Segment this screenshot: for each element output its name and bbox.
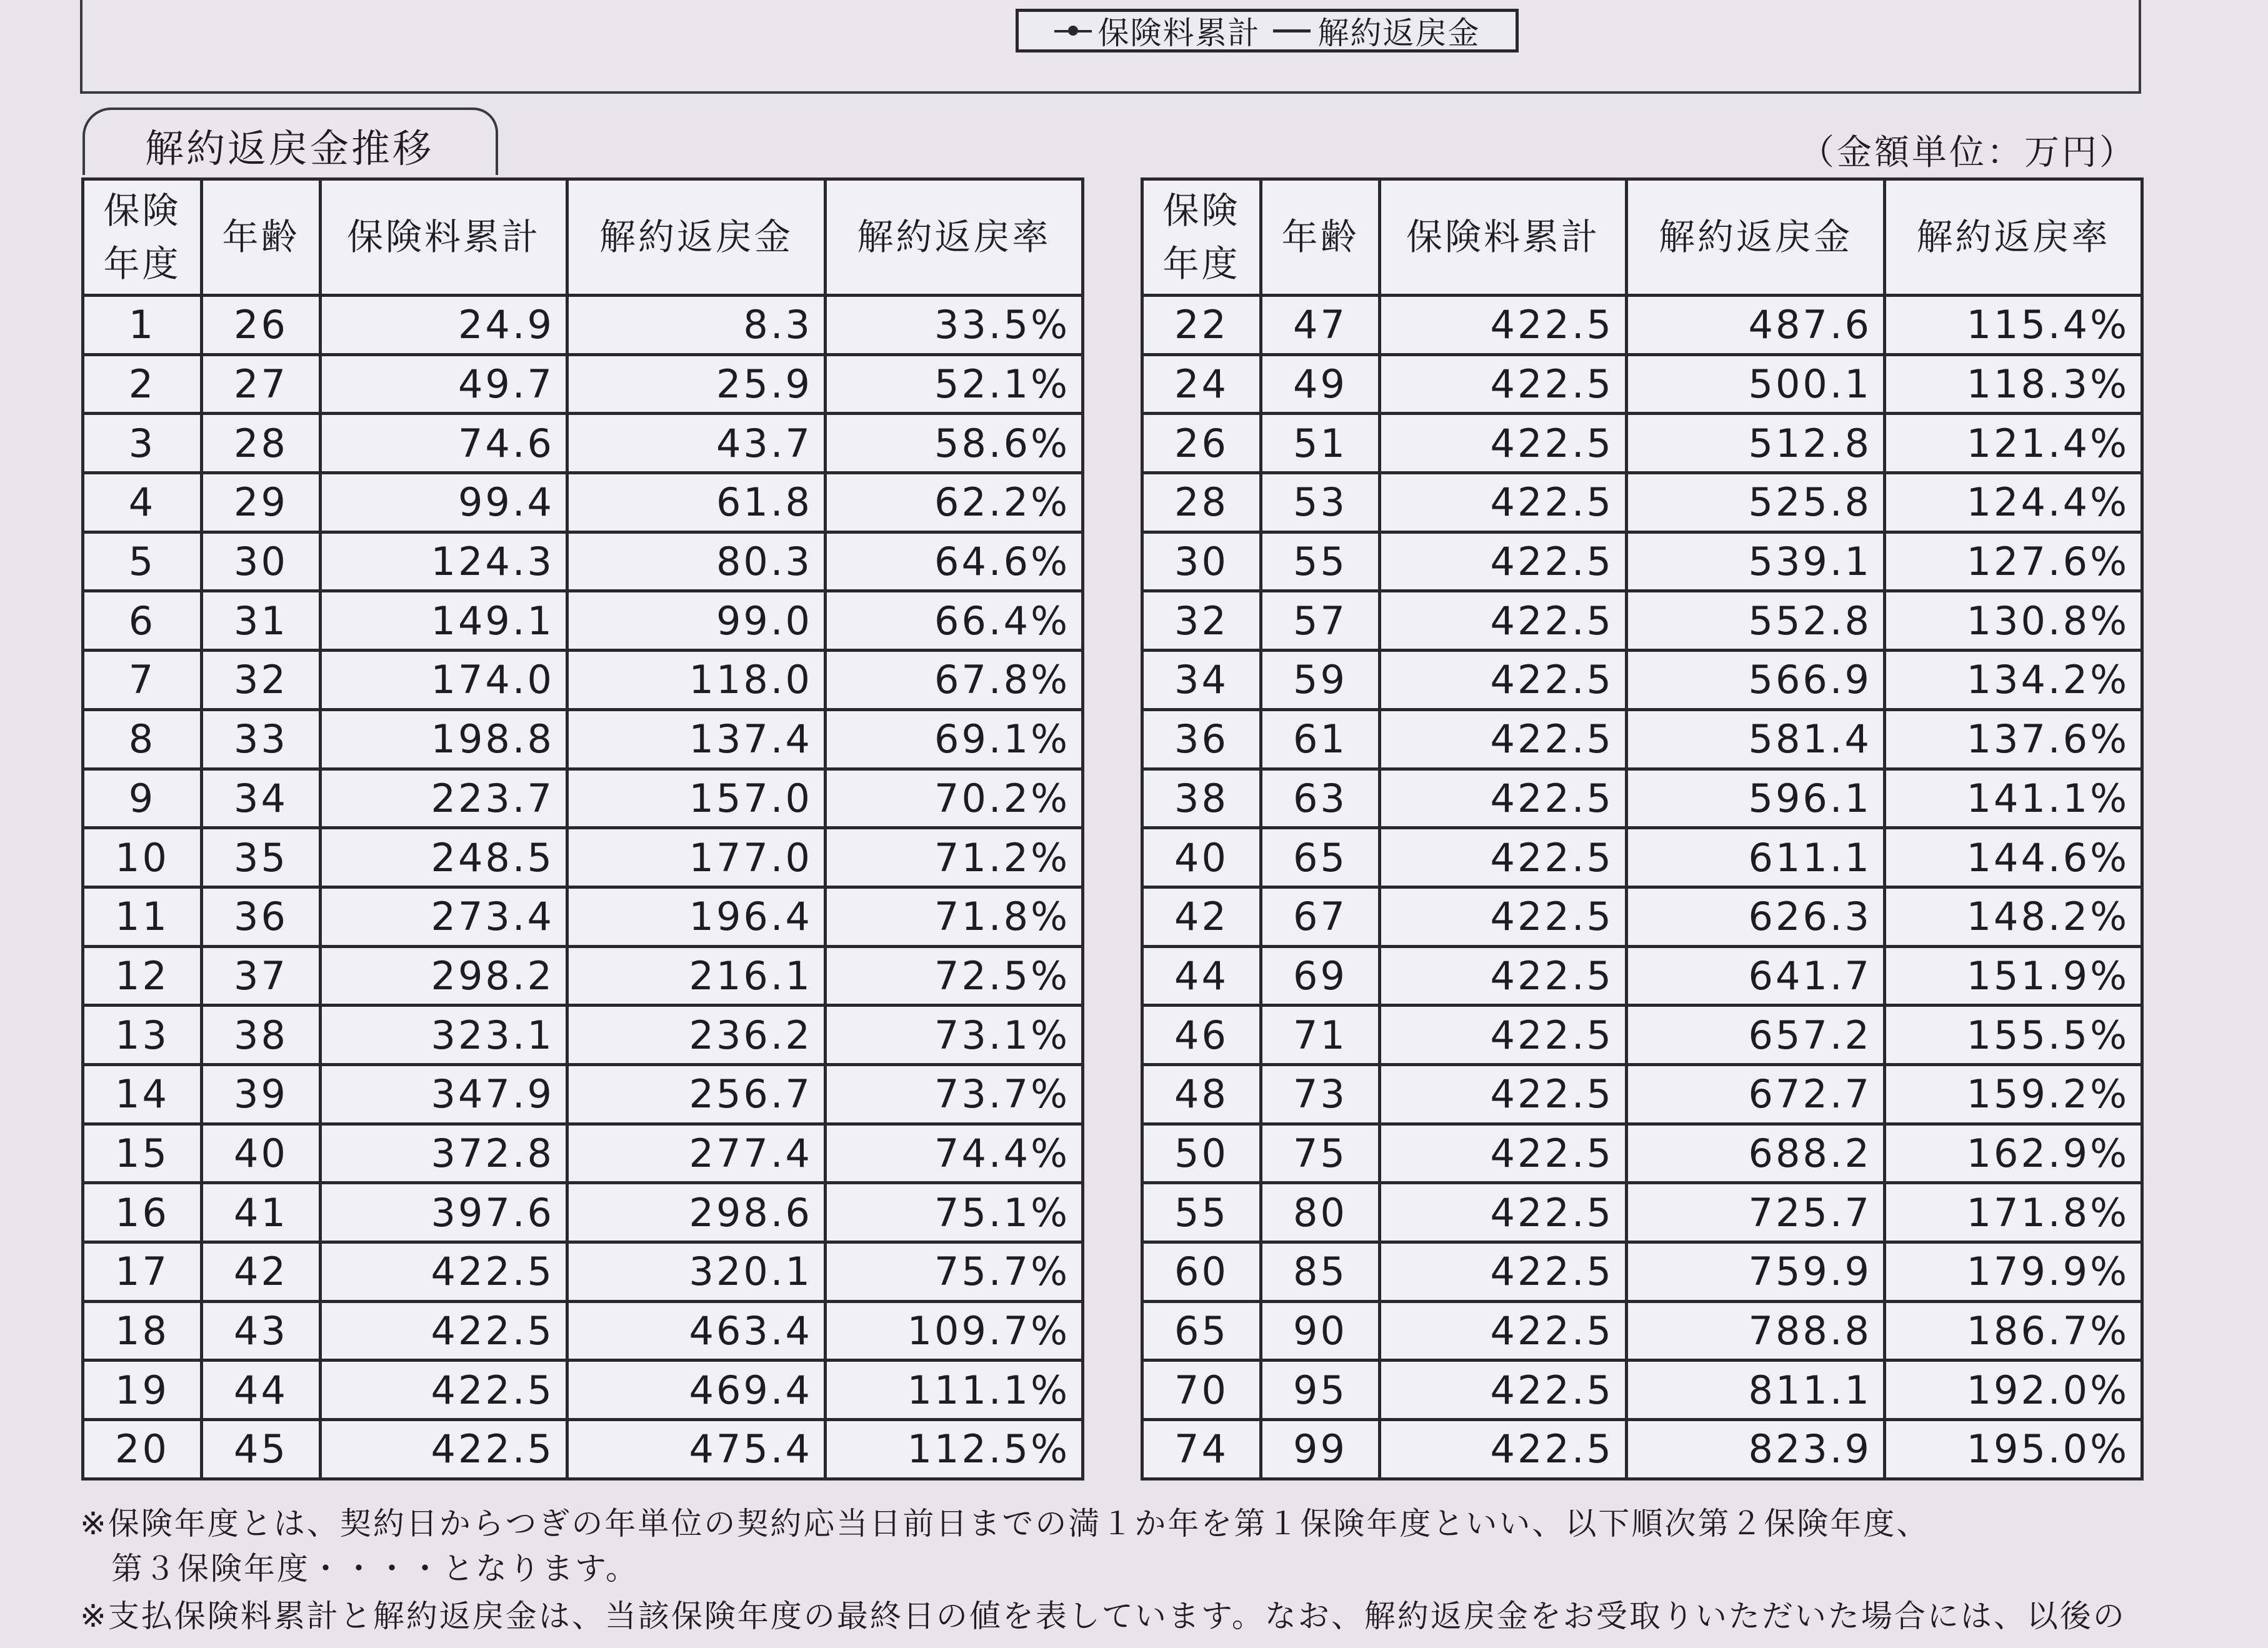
cell-surrender-value: 43.7 xyxy=(567,414,826,473)
cell-surrender-rate: 162.9% xyxy=(1885,1124,2142,1183)
line-marker-icon xyxy=(1273,29,1311,32)
cell-surrender-value: 25.9 xyxy=(567,354,826,414)
cell-policy-year: 30 xyxy=(1142,532,1261,591)
cell-policy-year: 7 xyxy=(83,651,202,710)
table-row xyxy=(1142,1124,2142,1183)
cell-surrender-rate: 73.7% xyxy=(826,1064,1083,1124)
cell-premium-total: 422.5 xyxy=(321,1242,567,1302)
cell-surrender-value: 487.6 xyxy=(1627,296,1885,355)
table-row xyxy=(83,828,1083,887)
header-surrender-rate: 解約返戻率 xyxy=(826,179,1083,296)
cell-surrender-rate: 151.9% xyxy=(1885,946,2142,1006)
cell-age: 39 xyxy=(202,1064,321,1124)
cell-premium-total: 347.9 xyxy=(321,1064,567,1124)
cell-policy-year: 28 xyxy=(1142,473,1261,532)
cell-premium-total: 422.5 xyxy=(1380,1064,1627,1124)
cell-age: 85 xyxy=(1261,1242,1380,1302)
cell-surrender-value: 99.0 xyxy=(567,591,826,651)
table-row xyxy=(83,414,1083,473)
table-row xyxy=(1142,473,2142,532)
table-row xyxy=(83,1420,1083,1479)
cell-surrender-rate: 137.6% xyxy=(1885,709,2142,769)
cell-surrender-value: 725.7 xyxy=(1627,1183,1885,1242)
cell-policy-year: 36 xyxy=(1142,709,1261,769)
cell-premium-total: 422.5 xyxy=(1380,1301,1627,1361)
cell-policy-year: 11 xyxy=(83,887,202,946)
cell-policy-year: 6 xyxy=(83,591,202,651)
cell-premium-total: 49.7 xyxy=(321,354,567,414)
cell-age: 44 xyxy=(202,1361,321,1420)
chart-legend xyxy=(1016,9,1519,52)
cell-premium-total: 422.5 xyxy=(1380,532,1627,591)
cell-age: 38 xyxy=(202,1006,321,1065)
cell-surrender-value: 759.9 xyxy=(1627,1242,1885,1302)
cell-policy-year: 15 xyxy=(83,1124,202,1183)
cell-surrender-rate: 144.6% xyxy=(1885,828,2142,887)
table-row xyxy=(1142,354,2142,414)
table-row xyxy=(83,1183,1083,1242)
table-row xyxy=(1142,1420,2142,1479)
cell-surrender-rate: 52.1% xyxy=(826,354,1083,414)
cell-premium-total: 422.5 xyxy=(321,1361,567,1420)
cell-policy-year: 40 xyxy=(1142,828,1261,887)
cell-surrender-rate: 112.5% xyxy=(826,1420,1083,1479)
cell-premium-total: 24.9 xyxy=(321,296,567,355)
cell-age: 33 xyxy=(202,709,321,769)
cell-surrender-value: 256.7 xyxy=(567,1064,826,1124)
table-row xyxy=(1142,887,2142,946)
cell-premium-total: 422.5 xyxy=(1380,354,1627,414)
cell-surrender-rate: 159.2% xyxy=(1885,1064,2142,1124)
cell-premium-total: 248.5 xyxy=(321,828,567,887)
table-row xyxy=(1142,591,2142,651)
cell-surrender-value: 552.8 xyxy=(1627,591,1885,651)
cell-age: 51 xyxy=(1261,414,1380,473)
table-row xyxy=(83,1242,1083,1302)
cell-age: 73 xyxy=(1261,1064,1380,1124)
cell-policy-year: 13 xyxy=(83,1006,202,1065)
footnote-premium-note: ※支払保険料累計と解約返戻金は、当該保険年度の最終日の値を表しています。なお、解約返戻金をお受取りいただいた場合には、以後の xyxy=(80,1598,2126,1634)
table-body-right xyxy=(1142,296,2142,1479)
cell-age: 29 xyxy=(202,473,321,532)
cell-premium-total: 273.4 xyxy=(321,887,567,946)
table-row xyxy=(1142,1064,2142,1124)
cell-surrender-rate: 73.1% xyxy=(826,1006,1083,1065)
cell-premium-total: 422.5 xyxy=(1380,1420,1627,1479)
cell-policy-year: 17 xyxy=(83,1242,202,1302)
cell-surrender-rate: 66.4% xyxy=(826,591,1083,651)
cell-premium-total: 124.3 xyxy=(321,532,567,591)
cell-premium-total: 397.6 xyxy=(321,1183,567,1242)
table-row xyxy=(1142,1006,2142,1065)
cell-surrender-rate: 118.3% xyxy=(1885,354,2142,414)
cell-surrender-rate: 75.7% xyxy=(826,1242,1083,1302)
surrender-table-right xyxy=(1141,177,2144,1481)
table-row xyxy=(83,354,1083,414)
cell-policy-year: 9 xyxy=(83,769,202,828)
header-premium-total: 保険料累計 xyxy=(321,179,567,296)
unit-note: （金額単位：万円） xyxy=(1799,132,2137,173)
cell-surrender-rate: 121.4% xyxy=(1885,414,2142,473)
cell-surrender-rate: 124.4% xyxy=(1885,473,2142,532)
table-row xyxy=(83,946,1083,1006)
cell-policy-year: 74 xyxy=(1142,1420,1261,1479)
cell-surrender-rate: 134.2% xyxy=(1885,651,2142,710)
header-policy-year-line2: 年度 xyxy=(1162,242,1241,285)
cell-age: 61 xyxy=(1261,709,1380,769)
table-row xyxy=(1142,946,2142,1006)
cell-surrender-rate: 33.5% xyxy=(826,296,1083,355)
cell-age: 40 xyxy=(202,1124,321,1183)
cell-age: 49 xyxy=(1261,354,1380,414)
cell-surrender-value: 611.1 xyxy=(1627,828,1885,887)
cell-age: 80 xyxy=(1261,1183,1380,1242)
header-policy-year-line1: 保険 xyxy=(1162,189,1241,232)
table-row xyxy=(83,887,1083,946)
cell-age: 30 xyxy=(202,532,321,591)
header-age: 年齢 xyxy=(1261,179,1380,296)
cell-policy-year: 5 xyxy=(83,532,202,591)
table-header-row xyxy=(1142,179,2142,296)
table-row xyxy=(83,1361,1083,1420)
table-row xyxy=(83,591,1083,651)
cell-surrender-rate: 71.2% xyxy=(826,828,1083,887)
cell-surrender-value: 80.3 xyxy=(567,532,826,591)
header-age: 年齢 xyxy=(202,179,321,296)
table-row xyxy=(1142,1361,2142,1420)
cell-policy-year: 1 xyxy=(83,296,202,355)
cell-surrender-value: 641.7 xyxy=(1627,946,1885,1006)
cell-surrender-rate: 72.5% xyxy=(826,946,1083,1006)
cell-surrender-value: 177.0 xyxy=(567,828,826,887)
cell-surrender-rate: 141.1% xyxy=(1885,769,2142,828)
cell-policy-year: 38 xyxy=(1142,769,1261,828)
table-row xyxy=(1142,296,2142,355)
cell-premium-total: 422.5 xyxy=(1380,473,1627,532)
cell-age: 43 xyxy=(202,1301,321,1361)
cell-surrender-value: 118.0 xyxy=(567,651,826,710)
cell-surrender-rate: 109.7% xyxy=(826,1301,1083,1361)
cell-policy-year: 2 xyxy=(83,354,202,414)
cell-age: 28 xyxy=(202,414,321,473)
table-row xyxy=(83,769,1083,828)
cell-surrender-value: 157.0 xyxy=(567,769,826,828)
cell-policy-year: 22 xyxy=(1142,296,1261,355)
table-row xyxy=(1142,532,2142,591)
cell-surrender-rate: 127.6% xyxy=(1885,532,2142,591)
cell-policy-year: 18 xyxy=(83,1301,202,1361)
cell-age: 32 xyxy=(202,651,321,710)
cell-premium-total: 74.6 xyxy=(321,414,567,473)
cell-premium-total: 372.8 xyxy=(321,1124,567,1183)
table-row xyxy=(1142,709,2142,769)
cell-surrender-value: 277.4 xyxy=(567,1124,826,1183)
cell-policy-year: 70 xyxy=(1142,1361,1261,1420)
cell-premium-total: 323.1 xyxy=(321,1006,567,1065)
cell-surrender-value: 320.1 xyxy=(567,1242,826,1302)
cell-policy-year: 26 xyxy=(1142,414,1261,473)
cell-surrender-value: 216.1 xyxy=(567,946,826,1006)
cell-policy-year: 12 xyxy=(83,946,202,1006)
cell-age: 65 xyxy=(1261,828,1380,887)
cell-surrender-rate: 195.0% xyxy=(1885,1420,2142,1479)
cell-surrender-value: 137.4 xyxy=(567,709,826,769)
table-row xyxy=(83,532,1083,591)
cell-surrender-value: 469.4 xyxy=(567,1361,826,1420)
cell-age: 31 xyxy=(202,591,321,651)
cell-surrender-rate: 64.6% xyxy=(826,532,1083,591)
table-header-row xyxy=(83,179,1083,296)
table-row xyxy=(1142,828,2142,887)
cell-premium-total: 422.5 xyxy=(1380,1361,1627,1420)
cell-surrender-rate: 130.8% xyxy=(1885,591,2142,651)
cell-policy-year: 48 xyxy=(1142,1064,1261,1124)
surrender-table-left xyxy=(81,177,1084,1481)
cell-policy-year: 14 xyxy=(83,1064,202,1124)
cell-surrender-rate: 155.5% xyxy=(1885,1006,2142,1065)
cell-premium-total: 422.5 xyxy=(1380,591,1627,651)
cell-age: 67 xyxy=(1261,887,1380,946)
table-row xyxy=(83,1006,1083,1065)
cell-age: 59 xyxy=(1261,651,1380,710)
cell-premium-total: 422.5 xyxy=(1380,1183,1627,1242)
cell-age: 37 xyxy=(202,946,321,1006)
cell-premium-total: 422.5 xyxy=(1380,709,1627,769)
cell-premium-total: 422.5 xyxy=(321,1301,567,1361)
cell-age: 27 xyxy=(202,354,321,414)
cell-policy-year: 32 xyxy=(1142,591,1261,651)
cell-premium-total: 422.5 xyxy=(1380,296,1627,355)
cell-premium-total: 149.1 xyxy=(321,591,567,651)
cell-premium-total: 99.4 xyxy=(321,473,567,532)
cell-policy-year: 55 xyxy=(1142,1183,1261,1242)
cell-policy-year: 24 xyxy=(1142,354,1261,414)
cell-policy-year: 16 xyxy=(83,1183,202,1242)
cell-age: 35 xyxy=(202,828,321,887)
cell-surrender-value: 463.4 xyxy=(567,1301,826,1361)
header-surrender-value: 解約返戻金 xyxy=(1627,179,1885,296)
cell-age: 69 xyxy=(1261,946,1380,1006)
cell-surrender-rate: 71.8% xyxy=(826,887,1083,946)
legend-surrender-label: 解約返戻金 xyxy=(1317,15,1481,51)
header-policy-year-line1: 保険 xyxy=(103,189,181,232)
cell-surrender-rate: 192.0% xyxy=(1885,1361,2142,1420)
cell-age: 42 xyxy=(202,1242,321,1302)
cell-surrender-value: 672.7 xyxy=(1627,1064,1885,1124)
cell-policy-year: 20 xyxy=(83,1420,202,1479)
table-row xyxy=(83,1301,1083,1361)
cell-policy-year: 10 xyxy=(83,828,202,887)
cell-age: 63 xyxy=(1261,769,1380,828)
cell-premium-total: 198.8 xyxy=(321,709,567,769)
cell-age: 57 xyxy=(1261,591,1380,651)
cell-policy-year: 60 xyxy=(1142,1242,1261,1302)
header-policy-year-line2: 年度 xyxy=(103,242,181,285)
cell-premium-total: 422.5 xyxy=(1380,769,1627,828)
cell-surrender-rate: 111.1% xyxy=(826,1361,1083,1420)
cell-surrender-value: 500.1 xyxy=(1627,354,1885,414)
cell-policy-year: 19 xyxy=(83,1361,202,1420)
cell-age: 55 xyxy=(1261,532,1380,591)
cell-premium-total: 422.5 xyxy=(1380,414,1627,473)
cell-policy-year: 4 xyxy=(83,473,202,532)
table-row xyxy=(83,296,1083,355)
cell-age: 34 xyxy=(202,769,321,828)
cell-premium-total: 422.5 xyxy=(321,1420,567,1479)
cell-policy-year: 8 xyxy=(83,709,202,769)
cell-surrender-value: 566.9 xyxy=(1627,651,1885,710)
cell-policy-year: 50 xyxy=(1142,1124,1261,1183)
table-row xyxy=(83,651,1083,710)
header-surrender-value: 解約返戻金 xyxy=(567,179,826,296)
cell-premium-total: 422.5 xyxy=(1380,1006,1627,1065)
cell-surrender-value: 688.2 xyxy=(1627,1124,1885,1183)
table-row xyxy=(1142,651,2142,710)
cell-surrender-value: 626.3 xyxy=(1627,887,1885,946)
cell-policy-year: 65 xyxy=(1142,1301,1261,1361)
cell-age: 45 xyxy=(202,1420,321,1479)
cell-policy-year: 34 xyxy=(1142,651,1261,710)
table-row xyxy=(1142,414,2142,473)
cell-surrender-value: 581.4 xyxy=(1627,709,1885,769)
cell-surrender-value: 196.4 xyxy=(567,887,826,946)
cell-surrender-value: 525.8 xyxy=(1627,473,1885,532)
cell-policy-year: 3 xyxy=(83,414,202,473)
cell-age: 90 xyxy=(1261,1301,1380,1361)
cell-premium-total: 422.5 xyxy=(1380,651,1627,710)
cell-age: 53 xyxy=(1261,473,1380,532)
cell-surrender-value: 539.1 xyxy=(1627,532,1885,591)
header-premium-total: 保険料累計 xyxy=(1380,179,1627,296)
cell-age: 36 xyxy=(202,887,321,946)
cell-surrender-value: 657.2 xyxy=(1627,1006,1885,1065)
header-surrender-rate: 解約返戻率 xyxy=(1885,179,2142,296)
cell-age: 47 xyxy=(1261,296,1380,355)
cell-premium-total: 422.5 xyxy=(1380,1242,1627,1302)
table-row xyxy=(83,709,1083,769)
cell-surrender-value: 512.8 xyxy=(1627,414,1885,473)
header-policy-year xyxy=(1142,179,1261,296)
cell-age: 99 xyxy=(1261,1420,1380,1479)
cell-surrender-rate: 58.6% xyxy=(826,414,1083,473)
cell-surrender-rate: 67.8% xyxy=(826,651,1083,710)
cell-surrender-value: 298.6 xyxy=(567,1183,826,1242)
line-with-dot-marker-icon xyxy=(1054,24,1092,37)
table-row xyxy=(1142,1242,2142,1302)
footnote-policy-year: ※保険年度とは、契約日からつぎの年単位の契約応当日前日までの満１か年を第１保険年度といい、以下順次第２保険年度、 xyxy=(80,1506,1930,1542)
cell-surrender-value: 236.2 xyxy=(567,1006,826,1065)
cell-premium-total: 422.5 xyxy=(1380,887,1627,946)
cell-age: 41 xyxy=(202,1183,321,1242)
cell-surrender-value: 788.8 xyxy=(1627,1301,1885,1361)
legend-premium-label: 保険料累計 xyxy=(1097,15,1261,51)
section-title: 解約返戻金推移 xyxy=(145,126,434,171)
cell-policy-year: 44 xyxy=(1142,946,1261,1006)
cell-surrender-value: 475.4 xyxy=(567,1420,826,1479)
cell-surrender-rate: 74.4% xyxy=(826,1124,1083,1183)
table-row xyxy=(83,1064,1083,1124)
cell-premium-total: 223.7 xyxy=(321,769,567,828)
cell-premium-total: 422.5 xyxy=(1380,946,1627,1006)
cell-surrender-rate: 115.4% xyxy=(1885,296,2142,355)
cell-surrender-value: 811.1 xyxy=(1627,1361,1885,1420)
cell-surrender-rate: 75.1% xyxy=(826,1183,1083,1242)
footnote-policy-year-cont: 第３保険年度・・・・となります。 xyxy=(111,1551,639,1587)
cell-premium-total: 422.5 xyxy=(1380,828,1627,887)
cell-surrender-value: 596.1 xyxy=(1627,769,1885,828)
table-row xyxy=(83,1124,1083,1183)
table-row xyxy=(1142,1183,2142,1242)
cell-surrender-rate: 69.1% xyxy=(826,709,1083,769)
table-row xyxy=(83,473,1083,532)
cell-age: 95 xyxy=(1261,1361,1380,1420)
cell-premium-total: 174.0 xyxy=(321,651,567,710)
table-body-left xyxy=(83,296,1083,1479)
cell-surrender-rate: 62.2% xyxy=(826,473,1083,532)
cell-surrender-rate: 179.9% xyxy=(1885,1242,2142,1302)
table-row xyxy=(1142,1301,2142,1361)
table-row xyxy=(1142,769,2142,828)
cell-surrender-rate: 171.8% xyxy=(1885,1183,2142,1242)
cell-surrender-value: 61.8 xyxy=(567,473,826,532)
cell-age: 75 xyxy=(1261,1124,1380,1183)
cell-policy-year: 42 xyxy=(1142,887,1261,946)
cell-surrender-rate: 70.2% xyxy=(826,769,1083,828)
cell-surrender-value: 8.3 xyxy=(567,296,826,355)
cell-premium-total: 298.2 xyxy=(321,946,567,1006)
cell-age: 26 xyxy=(202,296,321,355)
cell-surrender-value: 823.9 xyxy=(1627,1420,1885,1479)
header-policy-year xyxy=(83,179,202,296)
cell-surrender-rate: 186.7% xyxy=(1885,1301,2142,1361)
cell-surrender-rate: 148.2% xyxy=(1885,887,2142,946)
cell-policy-year: 46 xyxy=(1142,1006,1261,1065)
cell-premium-total: 422.5 xyxy=(1380,1124,1627,1183)
cell-age: 71 xyxy=(1261,1006,1380,1065)
